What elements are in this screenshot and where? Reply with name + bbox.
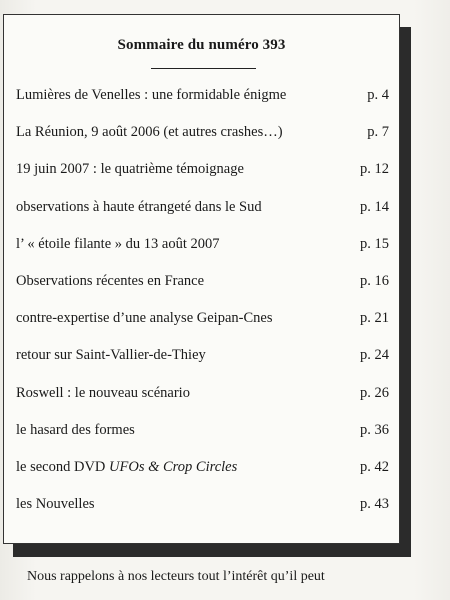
contents-box [3, 14, 400, 544]
contents-item-page: p. 42 [360, 458, 389, 475]
contents-item-page: p. 7 [367, 124, 389, 141]
contents-item-title: retour sur Saint-Vallier-de-Thiey [16, 347, 206, 364]
contents-item [16, 494, 389, 531]
contents-item-title-prefix: le second DVD [16, 458, 110, 475]
contents-item-page: p. 14 [360, 198, 389, 215]
body-text-line: Nous rappelons à nos lecteurs tout l’intérêt qu’il peut [27, 569, 325, 584]
contents-item-title [16, 457, 237, 477]
contents-item-page: p. 21 [360, 310, 389, 327]
contents-item-title: l’ « étoile filante » du 13 août 2007 [16, 235, 220, 252]
contents-item-page: p. 15 [360, 235, 389, 252]
contents-item-page: p. 12 [360, 161, 389, 178]
contents-item [16, 197, 389, 234]
contents-item-page: p. 36 [360, 421, 389, 438]
contents-item [16, 122, 389, 159]
contents-item [16, 345, 389, 382]
contents-item [16, 308, 389, 345]
contents-item-title: La Réunion, 9 août 2006 (et autres crashes…) [16, 124, 283, 141]
contents-item-title: le hasard des formes [16, 421, 135, 438]
contents-item-title: les Nouvelles [16, 496, 95, 513]
contents-item-title: Observations récentes en France [16, 272, 205, 289]
contents-item [16, 271, 389, 308]
contents-item-title-italic: UFOs & Crop Circles [109, 458, 238, 475]
title-divider [151, 68, 256, 69]
contents-item [16, 420, 389, 457]
contents-item [16, 383, 389, 420]
contents-item-page: p. 26 [360, 384, 389, 401]
contents-item-title: contre-expertise d’une analyse Geipan-Cnes [16, 310, 273, 327]
contents-item-title: observations à haute étrangeté dans le Sud [16, 198, 262, 215]
contents-item-page: p. 43 [360, 496, 389, 513]
contents-item [16, 234, 389, 271]
contents-title: Sommaire du numéro 393 [117, 37, 286, 53]
contents-item [16, 159, 389, 196]
contents-item [16, 85, 389, 122]
contents-item-page: p. 16 [360, 272, 389, 289]
contents-item-page: p. 4 [367, 87, 389, 103]
contents-item [16, 457, 389, 494]
contents-item-page: p. 24 [360, 347, 389, 364]
contents-item-title: Lumières de Venelles : une formidable énigme [16, 87, 287, 103]
contents-item-title: 19 juin 2007 : le quatrième témoignage [16, 161, 244, 178]
contents-list [16, 85, 389, 531]
contents-item-title: Roswell : le nouveau scénario [16, 384, 190, 401]
